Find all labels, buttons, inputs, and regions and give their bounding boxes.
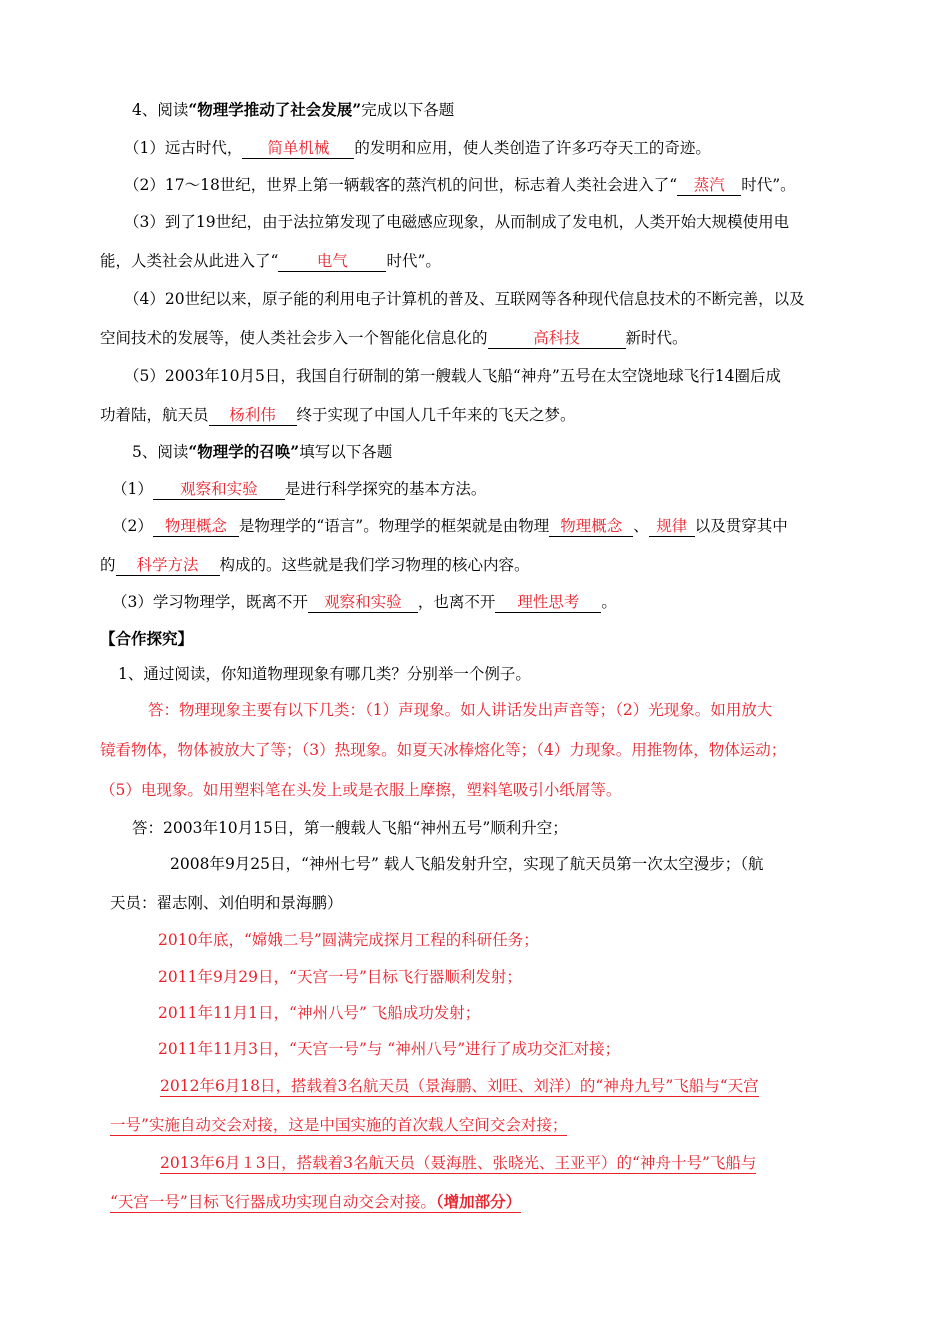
answer-blank: 杨利伟 [209,405,297,426]
answer-blank: 科学方法 [116,555,220,576]
q4-title: 4、阅读“物理学推动了社会发展”完成以下各题 [132,100,455,119]
answer-2-line: 2010年底，“嫦娥二号”圆满完成探月工程的科研任务； [158,931,539,949]
added-part-note: （增加部分） [435,1192,522,1211]
q5-p3: （3）学习物理学，既离不开 观察和实验 ，也离不开 理性思考 。 [112,593,617,611]
answer-2-line: 答：2003年10月15日，第一艘载人飞船“神州五号”顺利升空； [132,819,568,837]
q5-p1: （1） 观察和实验 是进行科学探究的基本方法。 [112,480,487,498]
answer-blank: 理性思考 [495,592,601,613]
answer-blank: 简单机械 [242,138,354,159]
answer-2-line: 2011年9月29日，“天宫一号”目标飞行器顺利发射； [158,968,522,986]
q4-p4-line2: 空间技术的发展等，使人类社会步入一个智能化信息化的 高科技 新时代。 [100,329,688,347]
answer-blank: 观察和实验 [308,592,418,613]
answer-2-line: 天员：翟志刚、刘伯明和景海鹏） [110,894,343,912]
q4-p4-line1: （4）20世纪以来，原子能的利用电子计算机的普及、互联网等各种现代信息技术的不断完善，以及 [124,290,805,308]
q4-p2: （2）17～18世纪，世界上第一辆载客的蒸汽机的问世，标志着人类社会进入了“ 蒸汽 时代”。 [124,176,796,194]
answer-2-line: 2011年11月3日，“天宫一号”与 “神州八号”进行了成功交汇对接； [158,1040,621,1058]
answer-blank: 规律 [649,516,695,537]
answer-2-line: “天宫一号”目标飞行器成功实现自动交会对接。（增加部分） [110,1192,522,1211]
q5-p2: （2） 物理概念 是物理学的“语言”。物理学的框架就是由物理 物理概念 、 规律 以及贯穿其中 [112,517,788,535]
q4-p1: （1）远古时代， 简单机械 的发明和应用，使人类创造了许多巧夺天工的奇迹。 [124,139,711,157]
answer-2-line: 2012年6月18日，搭载着3名航天员（景海鹏、刘旺、刘洋）的“神舟九号”飞船与“天宫 [160,1077,759,1095]
answer-1-line: （5）电现象。如用塑料笔在头发上或是衣服上摩擦，塑料笔吸引小纸屑等。 [100,781,622,799]
answer-blank: 高科技 [488,328,626,349]
answer-blank: 蒸汽 [677,175,741,196]
answer-1-line: 镜看物体，物体被放大了等；（3）热现象。如夏天冰棒熔化等；（4）力现象。用推物体，物体运动； [100,741,787,759]
q4-p3-line2: 能，人类社会从此进入了“ 电气 时代”。 [100,252,441,270]
q4-p3-line1: （3）到了19世纪，由于法拉第发现了电磁感应现象，从而制成了发电机，人类开始大规模使用电 [124,213,790,231]
q4-p5-line2: 功着陆，航天员 杨利伟 终于实现了中国人几千年来的飞天之梦。 [100,406,576,424]
coop-question-1: 1、通过阅读，你知道物理现象有哪几类？分别举一个例子。 [118,665,531,683]
answer-blank: 物理概念 [153,516,239,537]
answer-blank: 物理概念 [549,516,633,537]
answer-blank: 观察和实验 [153,479,285,500]
answer-2-line: 2011年11月1日，“神州八号” 飞船成功发射； [158,1004,481,1022]
q5-p2-line2: 的 科学方法 构成的。这些就是我们学习物理的核心内容。 [100,556,530,574]
answer-2-line: 一号”实施自动交会对接，这是中国实施的首次载人空间交会对接； [110,1116,568,1134]
q5-title: 5、阅读“物理学的召唤”填写以下各题 [132,442,393,461]
answer-2-line: 2008年9月25日，“神州七号” 载人飞船发射升空，实现了航天员第一次太空漫步；（航 [170,855,764,873]
q4-p5-line1: （5）2003年10月5日，我国自行研制的第一艘载人飞船“神舟”五号在太空饶地球飞行14圈后成 [124,367,781,385]
answer-2-line: 2013年6月１3日，搭载着3名航天员（聂海胜、张晓光、王亚平）的“神舟十号”飞船与 [160,1154,757,1172]
answer-blank: 电气 [278,251,386,272]
answer-1-line: 答：物理现象主要有以下几类：（1）声现象。如人讲话发出声音等；（2）光现象。如用放大 [148,701,773,719]
section-heading: 【合作探究】 [100,629,194,648]
